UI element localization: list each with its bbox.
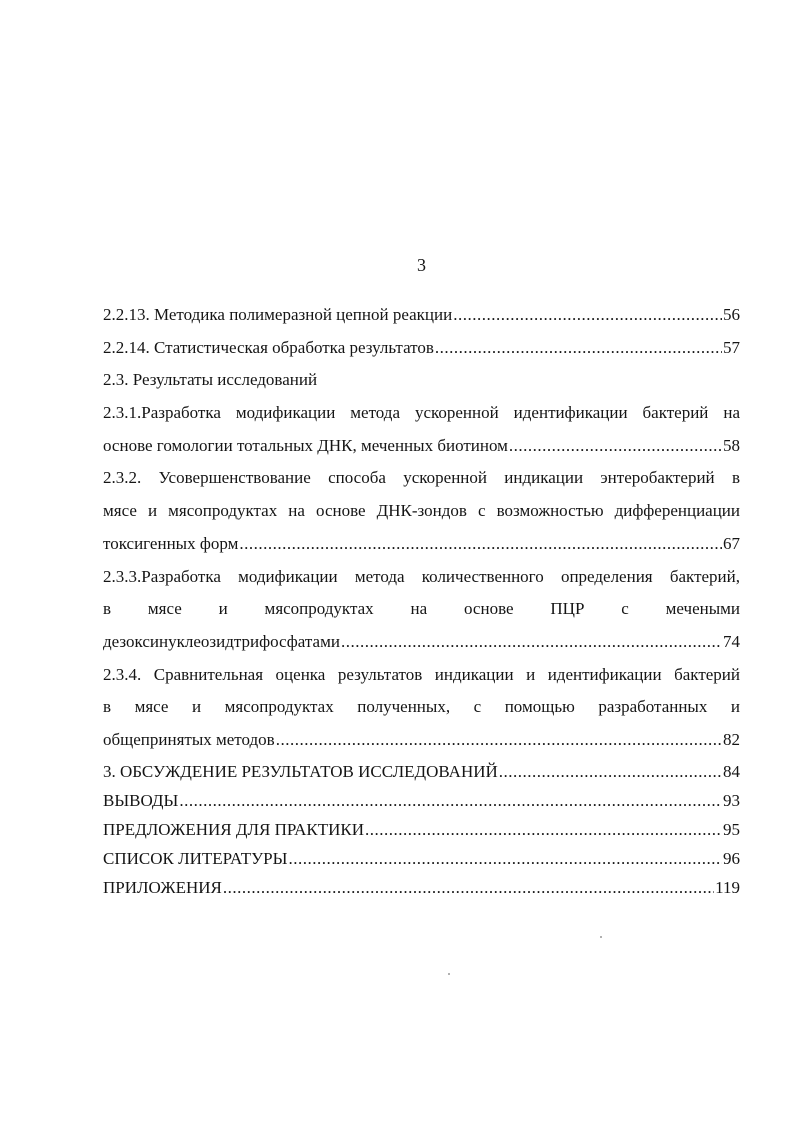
- toc-entry-last-line: [103, 626, 740, 659]
- toc-entry-page: 74: [723, 631, 740, 651]
- toc-entry-title: токсигенных форм: [103, 533, 239, 553]
- toc-entry-page: 96: [723, 848, 740, 868]
- toc-entry-references: [103, 844, 740, 873]
- table-of-contents: [103, 299, 740, 902]
- page-number: 3: [417, 255, 426, 275]
- toc-entry-page: 57: [723, 337, 740, 357]
- toc-entry-conclusions: [103, 786, 740, 815]
- toc-entry-last-line: [103, 528, 740, 561]
- dot-leader: [276, 724, 722, 757]
- page-top-margin: [0, 0, 793, 200]
- dot-leader: [341, 626, 722, 659]
- toc-entry-page: 56: [723, 305, 740, 324]
- toc-entry-title: общепринятых методов: [103, 729, 275, 749]
- toc-entry-title: 2.2.14. Статистическая обработка результатов: [103, 337, 434, 357]
- dot-leader: [223, 873, 714, 902]
- toc-main-sections: [103, 757, 740, 902]
- scan-speck: [448, 973, 450, 975]
- toc-entry-title: 3. ОБСУЖДЕНИЕ РЕЗУЛЬТАТОВ ИССЛЕДОВАНИЙ: [103, 761, 498, 781]
- toc-entry-last-line: [103, 430, 740, 463]
- toc-section-2-3: 2.3. Результаты исследований: [103, 370, 318, 390]
- toc-entry-2-3-1: [103, 397, 740, 462]
- toc-entry-line: 2.3.4. Сравнительная оценка результатов индикации и идентификации бактерий: [103, 664, 740, 684]
- toc-entry-page: 84: [723, 761, 740, 781]
- toc-entry-page: 119: [715, 877, 740, 897]
- toc-entry-2-3-3: [103, 561, 740, 659]
- dot-leader: [435, 332, 722, 365]
- toc-entry-2-3-4: [103, 659, 740, 757]
- dot-leader: [509, 430, 722, 463]
- toc-entry-page: 95: [723, 819, 740, 839]
- toc-entry-title: ПРИЛОЖЕНИЯ: [103, 877, 222, 897]
- toc-entry-line: 2.3.2. Усовершенствование способа ускоренной индикации энтеробактерий в: [103, 468, 740, 488]
- dot-leader: [239, 528, 722, 561]
- toc-entry-discussion: [103, 757, 740, 786]
- toc-entry-appendices: [103, 873, 740, 902]
- toc-entry-2-3-2: [103, 462, 740, 560]
- dot-leader: [453, 299, 722, 332]
- dot-leader: [365, 815, 722, 844]
- toc-entry-page: 58: [723, 435, 740, 455]
- toc-entry-page: 93: [723, 790, 740, 810]
- toc-entry-page: 82: [723, 729, 740, 749]
- dot-leader: [288, 844, 722, 873]
- toc-entry-title: 2.2.13. Методика полимеразной цепной реакции: [103, 305, 453, 324]
- dot-leader: [499, 757, 722, 786]
- toc-entry-line: мясе и мясопродуктах на основе ДНК-зондов с возможностью дифференциации: [103, 501, 740, 521]
- dot-leader: [179, 786, 722, 815]
- toc-entry-title: ПРЕДЛОЖЕНИЯ ДЛЯ ПРАКТИКИ: [103, 819, 365, 839]
- toc-entry-2-2-14: [103, 332, 740, 365]
- toc-entry-line: в мясе и мясопродуктах на основе ПЦР с мечеными: [103, 599, 740, 619]
- toc-entry-page: 67: [723, 533, 740, 553]
- scan-speck: [600, 936, 602, 938]
- toc-entry-line: 2.3.3.Разработка модификации метода количественного определения бактерий,: [103, 566, 740, 586]
- toc-entry-title: ВЫВОДЫ: [103, 790, 179, 810]
- toc-entry-2-2-13: [103, 299, 740, 332]
- toc-entry-last-line: [103, 724, 740, 757]
- toc-entry-proposals: [103, 815, 740, 844]
- toc-entry-title: основе гомологии тотальных ДНК, меченных биотином: [103, 435, 508, 455]
- toc-entry-line: 2.3.1.Разработка модификации метода ускоренной идентификации бактерий на: [103, 403, 740, 423]
- toc-entry-title: дезоксинуклеозидтрифосфатами: [103, 631, 340, 651]
- toc-entry-line: в мясе и мясопродуктах полученных, с помощью разработанных и: [103, 697, 740, 717]
- toc-entry-title: СПИСОК ЛИТЕРАТУРЫ: [103, 848, 288, 868]
